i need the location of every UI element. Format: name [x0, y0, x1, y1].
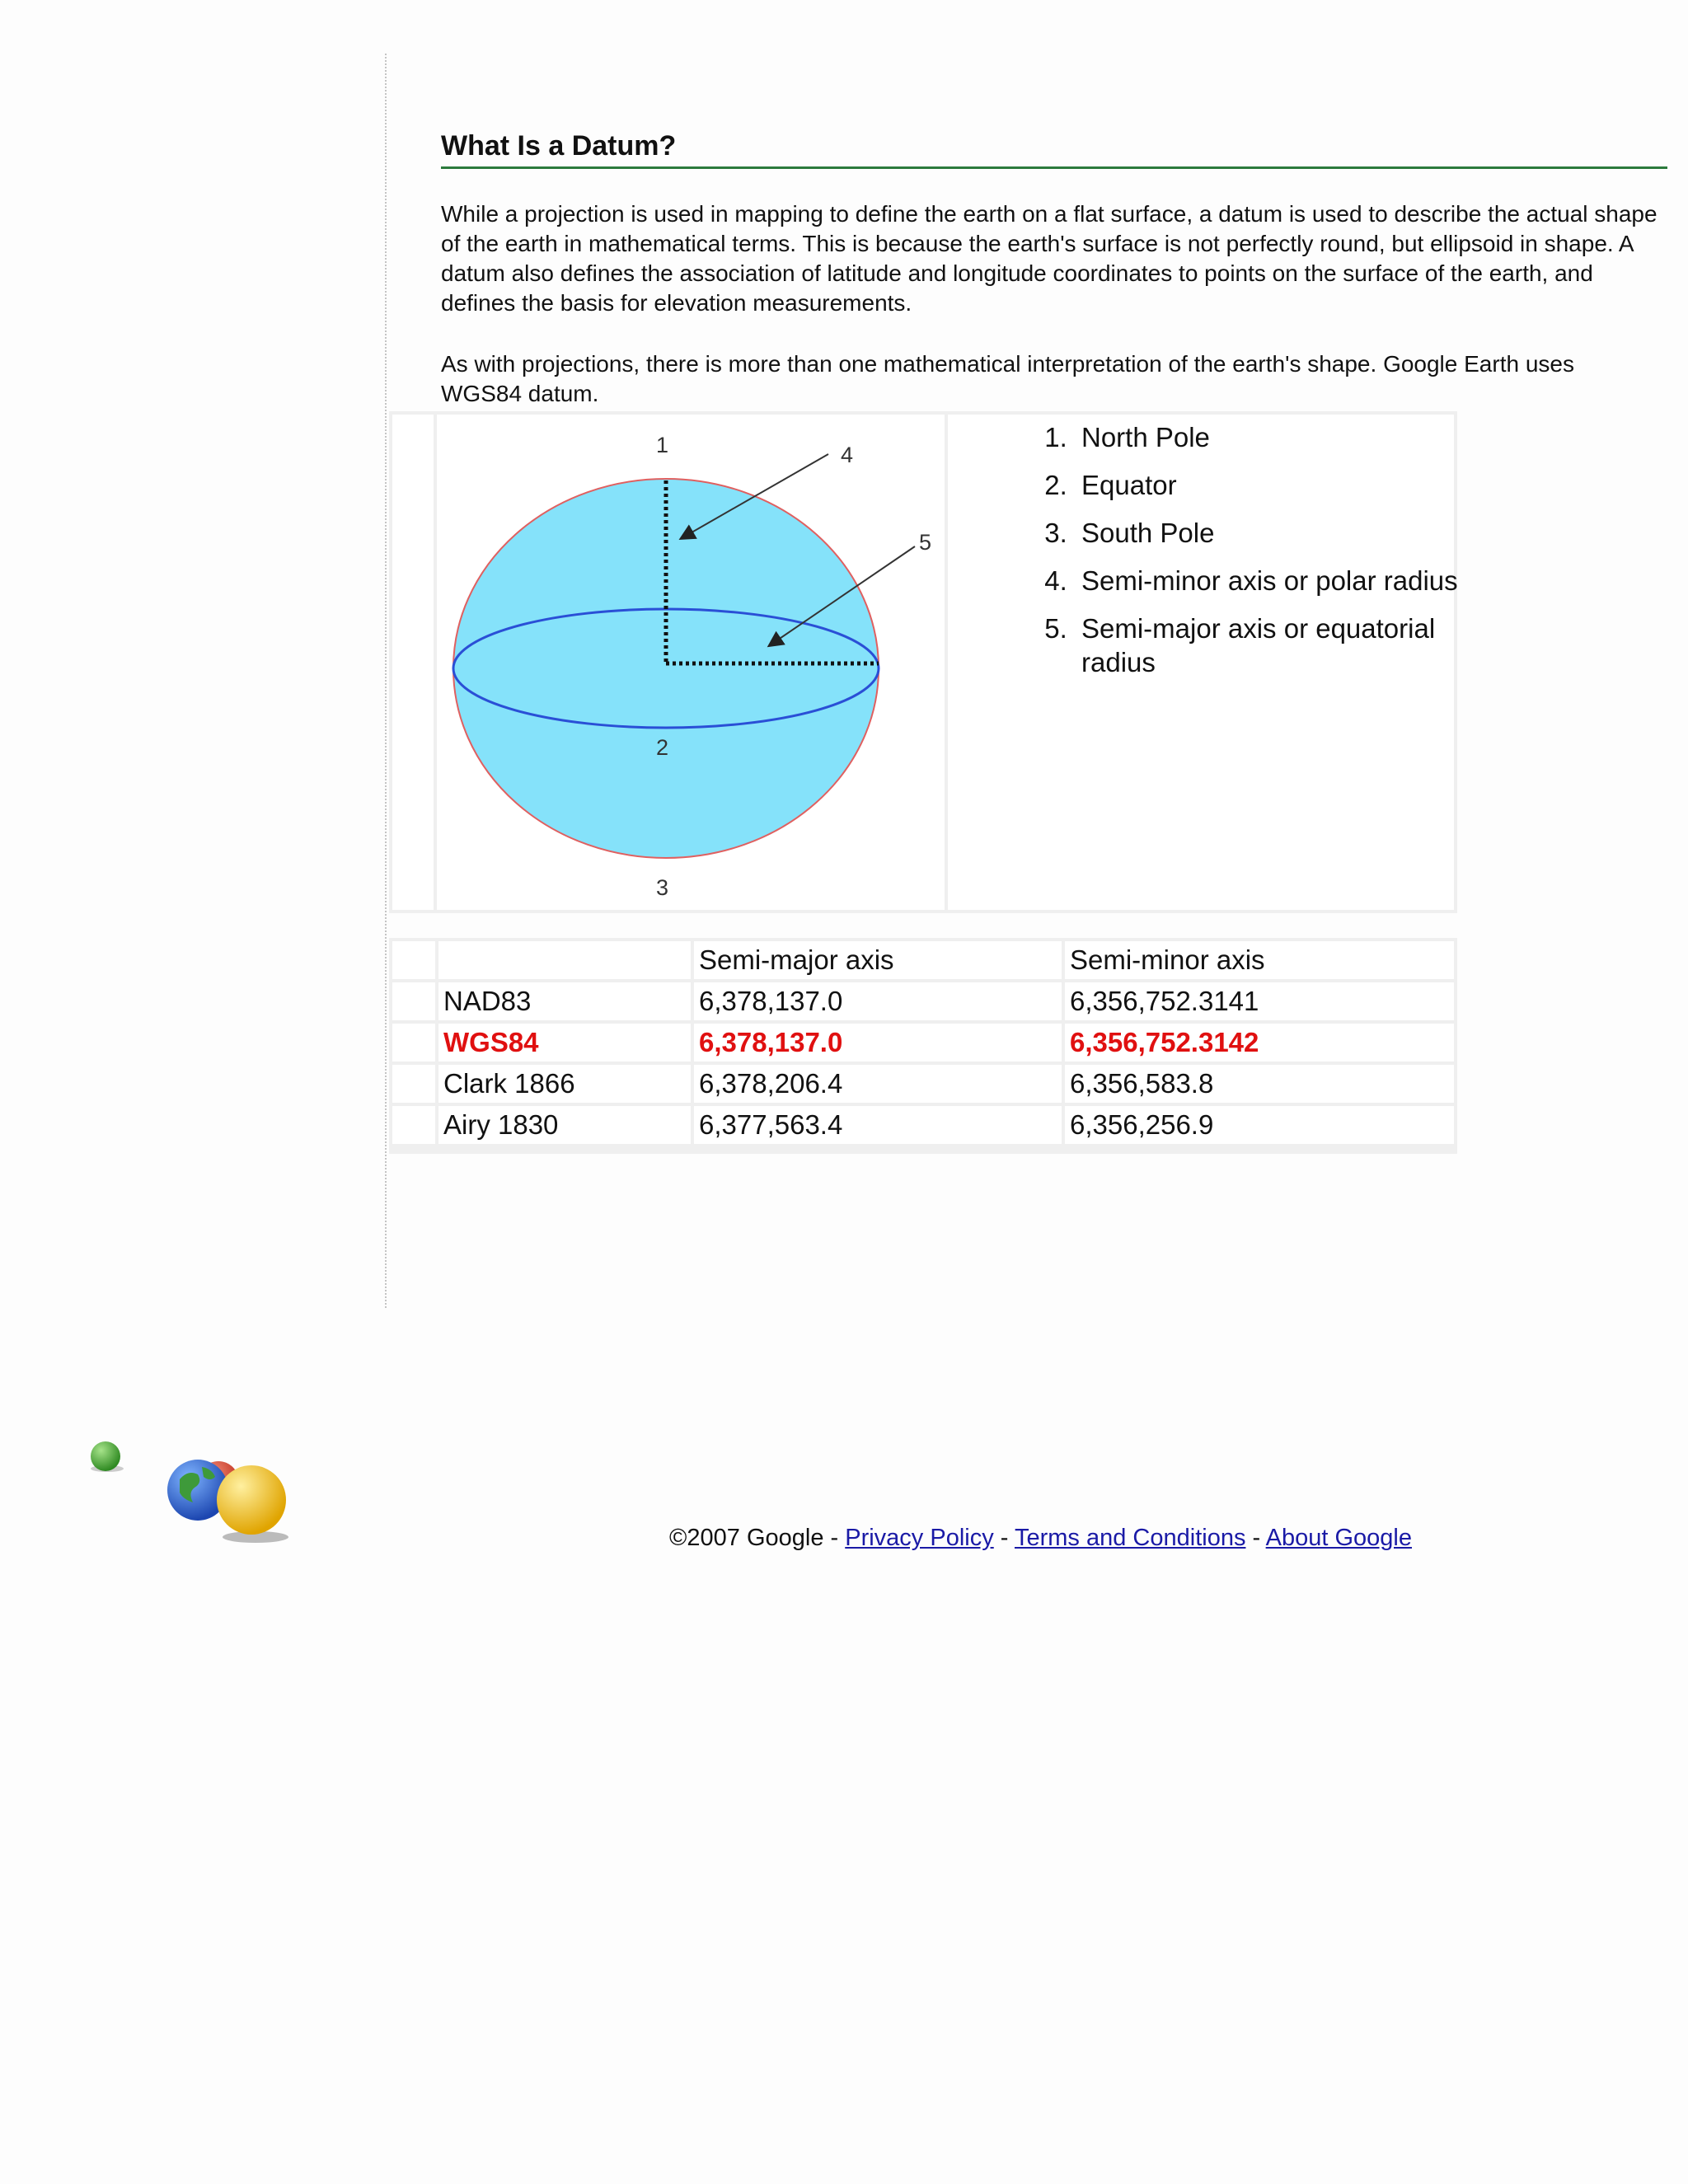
- row-spacer-cell: [392, 1024, 435, 1062]
- terms-link[interactable]: Terms and Conditions: [1014, 1525, 1246, 1551]
- footer: [669, 1525, 1412, 1552]
- page-title: What Is a Datum?: [441, 130, 677, 162]
- footer-separator: -: [1245, 1525, 1266, 1551]
- google-earth-logo: [82, 1434, 313, 1549]
- label-4: 4: [841, 443, 854, 467]
- table-header-cell: [438, 941, 691, 979]
- privacy-policy-link[interactable]: Privacy Policy: [845, 1525, 994, 1551]
- ellipsoid-diagram: [437, 415, 945, 910]
- legend-item: 2. Equator: [1075, 468, 1470, 502]
- datum-name: Airy 1830: [438, 1106, 691, 1144]
- semi-major-value: 6,378,137.0: [694, 982, 1062, 1020]
- label-1: 1: [656, 433, 669, 457]
- about-google-link[interactable]: About Google: [1265, 1525, 1412, 1551]
- semi-major-value: 6,378,206.4: [694, 1065, 1062, 1103]
- table-header-cell: Semi-minor axis: [1065, 941, 1454, 979]
- row-spacer-cell: [392, 1065, 435, 1103]
- legend-item: 3. South Pole: [1075, 516, 1470, 550]
- figure-spacer-cell: [389, 411, 437, 913]
- datum-name: Clark 1866: [438, 1065, 691, 1103]
- footer-separator: -: [993, 1525, 1015, 1551]
- label-5: 5: [919, 530, 932, 555]
- semi-minor-value: 6,356,583.8: [1065, 1065, 1454, 1103]
- semi-minor-value-highlighted: 6,356,752.3142: [1065, 1024, 1454, 1062]
- datum-diagram: [437, 415, 945, 910]
- legend-item: 1. North Pole: [1075, 420, 1470, 454]
- legend-item: 5. Semi-major axis or equatorial radius: [1075, 612, 1470, 679]
- diagram-legend: [1040, 420, 1470, 693]
- legend-item: 4. Semi-minor axis or polar radius: [1075, 564, 1470, 598]
- datum-name: NAD83: [438, 982, 691, 1020]
- label-3: 3: [656, 875, 669, 900]
- semi-minor-value: 6,356,752.3141: [1065, 982, 1454, 1020]
- row-spacer-cell: [392, 941, 435, 979]
- datum-name-highlighted: WGS84: [438, 1024, 691, 1062]
- logo-spheres: [82, 1434, 313, 1549]
- semi-major-value: 6,377,563.4: [694, 1106, 1062, 1144]
- table-header-cell: Semi-major axis: [694, 941, 1062, 979]
- figure-cell-divider: [945, 411, 948, 913]
- row-spacer-cell: [392, 982, 435, 1020]
- wgs84-paragraph: As with projections, there is more than one mathematical interpretation of the earth's shape. Google Earth uses WGS84 datum.: [441, 351, 1574, 406]
- semi-minor-value: 6,356,256.9: [1065, 1106, 1454, 1144]
- label-2: 2: [656, 735, 669, 760]
- semi-major-value-highlighted: 6,378,137.0: [694, 1024, 1062, 1062]
- copyright-text: ©2007 Google -: [669, 1525, 846, 1551]
- datum-table: [389, 938, 1457, 1154]
- intro-paragraph: While a projection is used in mapping to define the earth on a flat surface, a datum is used to describe the actual shape of the earth in mathematical terms. This is because the earth's surface is not perfectly round, but ellipsoid in shape. A datum also defines the association of latitude and longitude coordinates to points on the surface of the earth, and defines the basis for elevation measurements.: [441, 201, 1658, 316]
- page-divider: [385, 54, 387, 1308]
- row-spacer-cell: [392, 1106, 435, 1144]
- title-rule: [441, 166, 1667, 169]
